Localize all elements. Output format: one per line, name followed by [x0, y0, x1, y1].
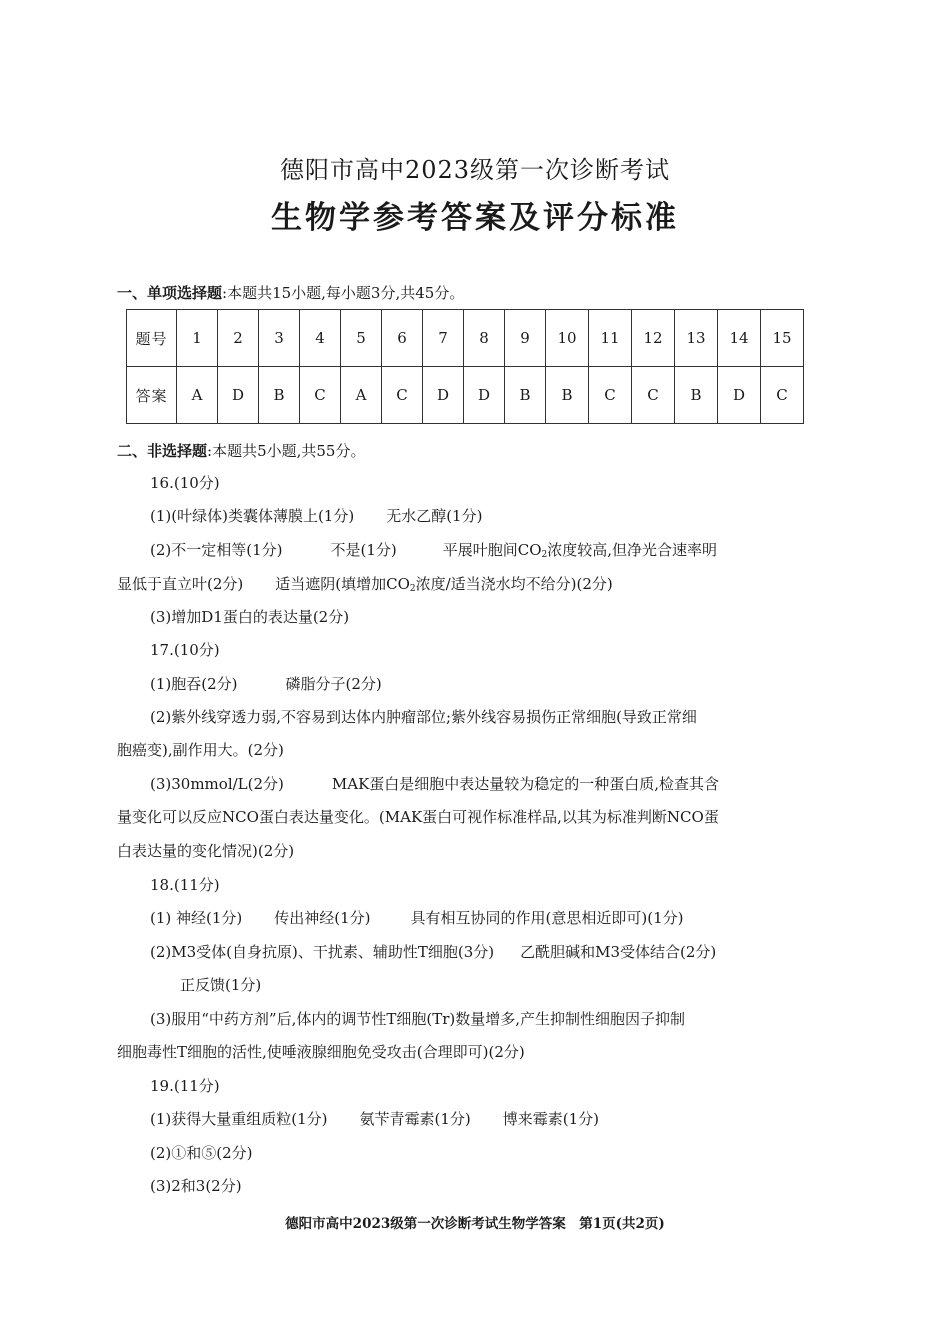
- q18-part3-cont: 细胞毒性T细胞的活性,使唾液腺细胞免受攻击(合理即可)(2分): [117, 1043, 525, 1061]
- q17-part3-cont: 白表达量的变化情况)(2分): [117, 842, 295, 860]
- q18-part2: [150, 942, 716, 962]
- table-cell: 14: [718, 310, 761, 367]
- table-cell: D: [718, 367, 761, 424]
- row-header-answer: 答案: [127, 367, 177, 424]
- subscript: 2: [409, 584, 416, 594]
- q18-heading: 18.(11分): [150, 876, 220, 894]
- document-title: 生物学参考答案及评分标准: [271, 200, 679, 236]
- q18-part2-cont: 正反馈(1分): [180, 976, 262, 994]
- answer-table: [126, 309, 804, 424]
- table-cell: B: [505, 367, 546, 424]
- answer-text: 不是(1分): [330, 541, 397, 559]
- table-cell: A: [177, 367, 218, 424]
- table-cell: 1: [177, 310, 218, 367]
- q16-heading: 16.(10分): [150, 474, 220, 492]
- answer-text: (1)(叶绿体)类囊体薄膜上(1分): [150, 507, 355, 525]
- table-row-answers: [127, 367, 804, 424]
- q19-part2: (2)①和⑤(2分): [150, 1144, 253, 1162]
- q17-part1: [150, 674, 382, 694]
- q19-part3: (3)2和3(2分): [150, 1177, 242, 1195]
- table-cell: 7: [423, 310, 464, 367]
- table-cell: 13: [675, 310, 718, 367]
- answer-text: 适当遮阴(填增加CO: [275, 575, 410, 593]
- table-cell: D: [464, 367, 505, 424]
- answer-text: 博来霉素(1分): [502, 1110, 599, 1128]
- section-1-label: 一、单项选择题: [117, 284, 223, 302]
- answer-text: 磷脂分子(2分): [285, 675, 382, 693]
- page-footer: 德阳市高中2023级第一次诊断考试生物学答案 第1页(共2页): [285, 1216, 665, 1232]
- q19-heading: 19.(11分): [150, 1077, 220, 1095]
- table-cell: B: [259, 367, 300, 424]
- answer-text: 乙酰胆碱和M3受体结合(2分): [520, 943, 717, 961]
- answer-text: (3)30mmol/L(2分): [150, 775, 284, 793]
- exam-title: 德阳市高中2023级第一次诊断考试: [279, 156, 671, 184]
- table-cell: 12: [632, 310, 675, 367]
- section-2-label: 二、非选择题: [117, 442, 208, 460]
- subscript: 2: [541, 550, 548, 560]
- answer-text: (1) 神经(1分): [150, 909, 243, 927]
- table-cell: C: [761, 367, 804, 424]
- answer-text: 无水乙醇(1分): [386, 507, 483, 525]
- q17-heading: 17.(10分): [150, 641, 220, 659]
- table-cell: 5: [341, 310, 382, 367]
- answer-text: (2)不一定相等(1分): [150, 541, 283, 559]
- q18-part1: [150, 908, 683, 928]
- q16-part1: [150, 506, 482, 526]
- answer-text: (2)M3受体(自身抗原)、干扰素、辅助性T细胞(3分): [150, 943, 495, 961]
- answer-text: 平展叶胞间CO: [442, 541, 542, 559]
- q16-part2: [150, 540, 717, 560]
- table-cell: B: [546, 367, 589, 424]
- section-1-desc: :本题共15小题,每小题3分,共45分。: [222, 284, 465, 302]
- table-row-numbers: [127, 310, 804, 367]
- q17-part2: (2)紫外线穿透力弱,不容易到达体内肿瘤部位;紫外线容易损伤正常细胞(导致正常细: [150, 708, 697, 726]
- table-cell: 8: [464, 310, 505, 367]
- table-cell: C: [632, 367, 675, 424]
- q17-part3-cont: 量变化可以反应NCO蛋白表达量变化。(MAK蛋白可视作标准样品,以其为标准判断NCO蛋: [117, 808, 719, 826]
- table-cell: C: [589, 367, 632, 424]
- table-cell: 10: [546, 310, 589, 367]
- answer-text: 氨苄青霉素(1分): [359, 1110, 471, 1128]
- table-cell: 4: [300, 310, 341, 367]
- answer-text: 浓度/适当浇水均不给分)(2分): [415, 575, 613, 593]
- table-cell: 9: [505, 310, 546, 367]
- table-cell: 3: [259, 310, 300, 367]
- q17-part3: [150, 774, 719, 794]
- table-cell: B: [675, 367, 718, 424]
- table-cell: D: [218, 367, 259, 424]
- q19-part1: [150, 1109, 599, 1129]
- answer-text: (1)胞吞(2分): [150, 675, 238, 693]
- answer-text: (1)获得大量重组质粒(1分): [150, 1110, 328, 1128]
- table-cell: 11: [589, 310, 632, 367]
- q17-part2-cont: 胞癌变),副作用大。(2分): [117, 741, 284, 759]
- section-2-heading: [117, 440, 365, 461]
- table-cell: A: [341, 367, 382, 424]
- table-cell: 15: [761, 310, 804, 367]
- q16-part3: (3)增加D1蛋白的表达量(2分): [150, 608, 350, 626]
- row-header-question: 题号: [127, 310, 177, 367]
- answer-text: 具有相互协同的作用(意思相近即可)(1分): [410, 909, 684, 927]
- table-cell: C: [382, 367, 423, 424]
- answer-text: 浓度较高,但净光合速率明: [547, 541, 718, 559]
- answer-text: 传出神经(1分): [274, 909, 371, 927]
- table-cell: D: [423, 367, 464, 424]
- answer-text: 显低于直立叶(2分): [117, 575, 244, 593]
- q16-part2-cont: [117, 574, 613, 594]
- answer-text: MAK蛋白是细胞中表达量较为稳定的一种蛋白质,检查其含: [331, 775, 720, 793]
- section-1-heading: [117, 282, 464, 303]
- table-cell: 2: [218, 310, 259, 367]
- table-cell: C: [300, 367, 341, 424]
- section-2-desc: :本题共5小题,共55分。: [207, 442, 366, 460]
- q18-part3: (3)服用“中药方剂”后,体内的调节性T细胞(Tr)数量增多,产生抑制性细胞因子抑制: [150, 1010, 686, 1028]
- table-cell: 6: [382, 310, 423, 367]
